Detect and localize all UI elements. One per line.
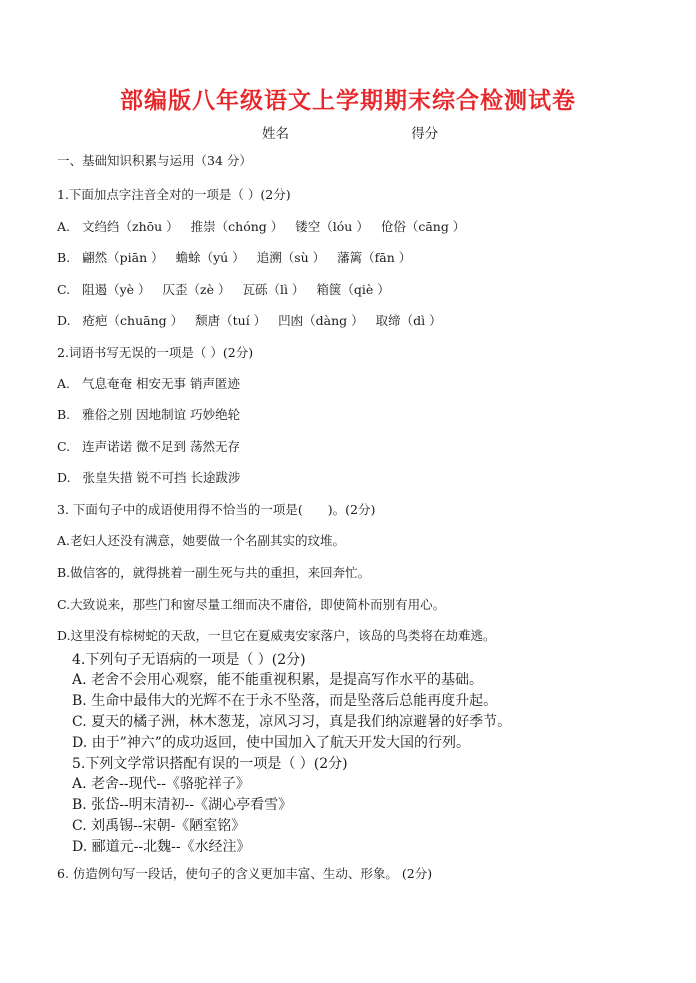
q2-option-a [57, 376, 240, 392]
name-label: 姓名 [262, 126, 289, 142]
option-item: 凹凼（dàng ） [278, 313, 364, 328]
option-letter: A. [57, 376, 71, 391]
option-item: 颓唐（tuí ） [195, 313, 267, 328]
q5-option-c: C. 刘禹锡--宋朝-《陋室铭》 [72, 818, 246, 834]
name-score-line [262, 122, 438, 142]
option-letter: C. [57, 439, 71, 454]
q2-option-d [57, 470, 241, 486]
option-letter: B. [57, 250, 71, 265]
q5-stem: 5.下列文学常识搭配有误的一项是（ ）(2分) [72, 756, 348, 772]
option-letter: C. [57, 282, 71, 297]
q4-option-b: B. 生命中最伟大的光辉不在于永不坠落，而是坠落后总能再度升起。 [72, 693, 498, 709]
option-item: 伧俗（cāng ） [380, 219, 466, 234]
option-item: 推崇（chóng ） [190, 219, 284, 234]
option-item: 文绉绉（zhōu ） [82, 219, 179, 234]
option-item: 追溯（sù ） [256, 250, 326, 265]
q1-option-d [57, 313, 450, 329]
q3-stem: 3. 下面句子中的成语使用得不恰当的一项是( )。(2分) [57, 502, 376, 517]
q1-option-b [57, 250, 419, 266]
option-letter: D. [57, 470, 71, 485]
q6-stem: 6. 仿造例句写一段话，使句子的含义更加丰富、生动、形象。 (2分) [57, 866, 433, 881]
option-letter: D. [57, 313, 71, 328]
q3-option-a: A.老妇人还没有满意，她要做一个名副其实的玟堆。 [57, 533, 346, 548]
option-text: 连声诺诺 微不足到 荡然无存 [82, 439, 241, 454]
option-item: 镂空（lóu ） [295, 219, 369, 234]
q5-option-b: B. 张岱--明末清初--《湖心亭看雪》 [72, 797, 293, 813]
q5-option-a: A. 老舍--现代--《骆驼祥子》 [72, 776, 250, 792]
q4-option-c: C. 夏天的橘子洲，林木葱茏，凉风习习，真是我们纳凉避暑的好季节。 [72, 714, 512, 730]
option-text: 气息奄奄 相安无事 销声匿迹 [82, 376, 240, 391]
option-item: 箱箧（qiè ） [316, 282, 390, 297]
q2-option-b [57, 407, 240, 423]
q3-option-c: C.大致说来，那些门和窗尽量工细而决不庸俗，即使简朴而别有用心。 [57, 597, 446, 612]
option-item: 仄歪（zè ） [162, 282, 231, 297]
q4-option-a: A. 老舍不会用心观察，能不能重视积累，是提高写作水平的基础。 [72, 672, 484, 688]
option-letter: B. [57, 407, 71, 422]
option-text: 张皇失措 锐不可挡 长途跋涉 [82, 470, 241, 485]
option-item: 瓦砾（lì ） [242, 282, 305, 297]
q3-option-b: B.做信客的，就得挑着一副生死与共的重担，来回奔忙。 [57, 565, 371, 580]
option-item: 取缔（dì ） [375, 313, 442, 328]
q1-stem: 1.下面加点字注音全对的一项是（ ）(2分) [57, 187, 291, 202]
score-label: 得分 [411, 126, 439, 142]
q3-option-d: D.这里没有棕树蛇的天敌，一旦它在夏威夷安家落户，该岛的鸟类将在劫难逃。 [57, 628, 496, 643]
q4-option-d: D. 由于”神六”的成功返回，使中国加入了航天开发大国的行列。 [72, 735, 470, 751]
option-text: 雅俗之别 因地制谊 巧妙绝轮 [82, 407, 241, 422]
section-heading: 一、基础知识积累与运用（34 分） [57, 153, 252, 168]
q1-option-c [57, 282, 398, 298]
option-item: 疮疤（chuāng ） [82, 313, 184, 328]
option-item: 翩然（piān ） [82, 250, 164, 265]
page-title: 部编版八年级语文上学期期末综合检测试卷 [120, 88, 576, 114]
option-item: 阻遏（yè ） [82, 282, 151, 297]
option-item: 蟾蜍（yú ） [175, 250, 245, 265]
q4-stem: 4.下列句子无语病的一项是（ ）(2分) [72, 652, 306, 668]
q1-option-a [57, 219, 473, 235]
option-item: 藩篱（fān ） [337, 250, 412, 265]
option-letter: A. [57, 219, 71, 234]
q2-stem: 2.词语书写无误的一项是（ ）(2分) [57, 345, 254, 360]
q2-option-c [57, 439, 240, 455]
q5-option-d: D. 郦道元--北魏--《水经注》 [72, 839, 251, 855]
